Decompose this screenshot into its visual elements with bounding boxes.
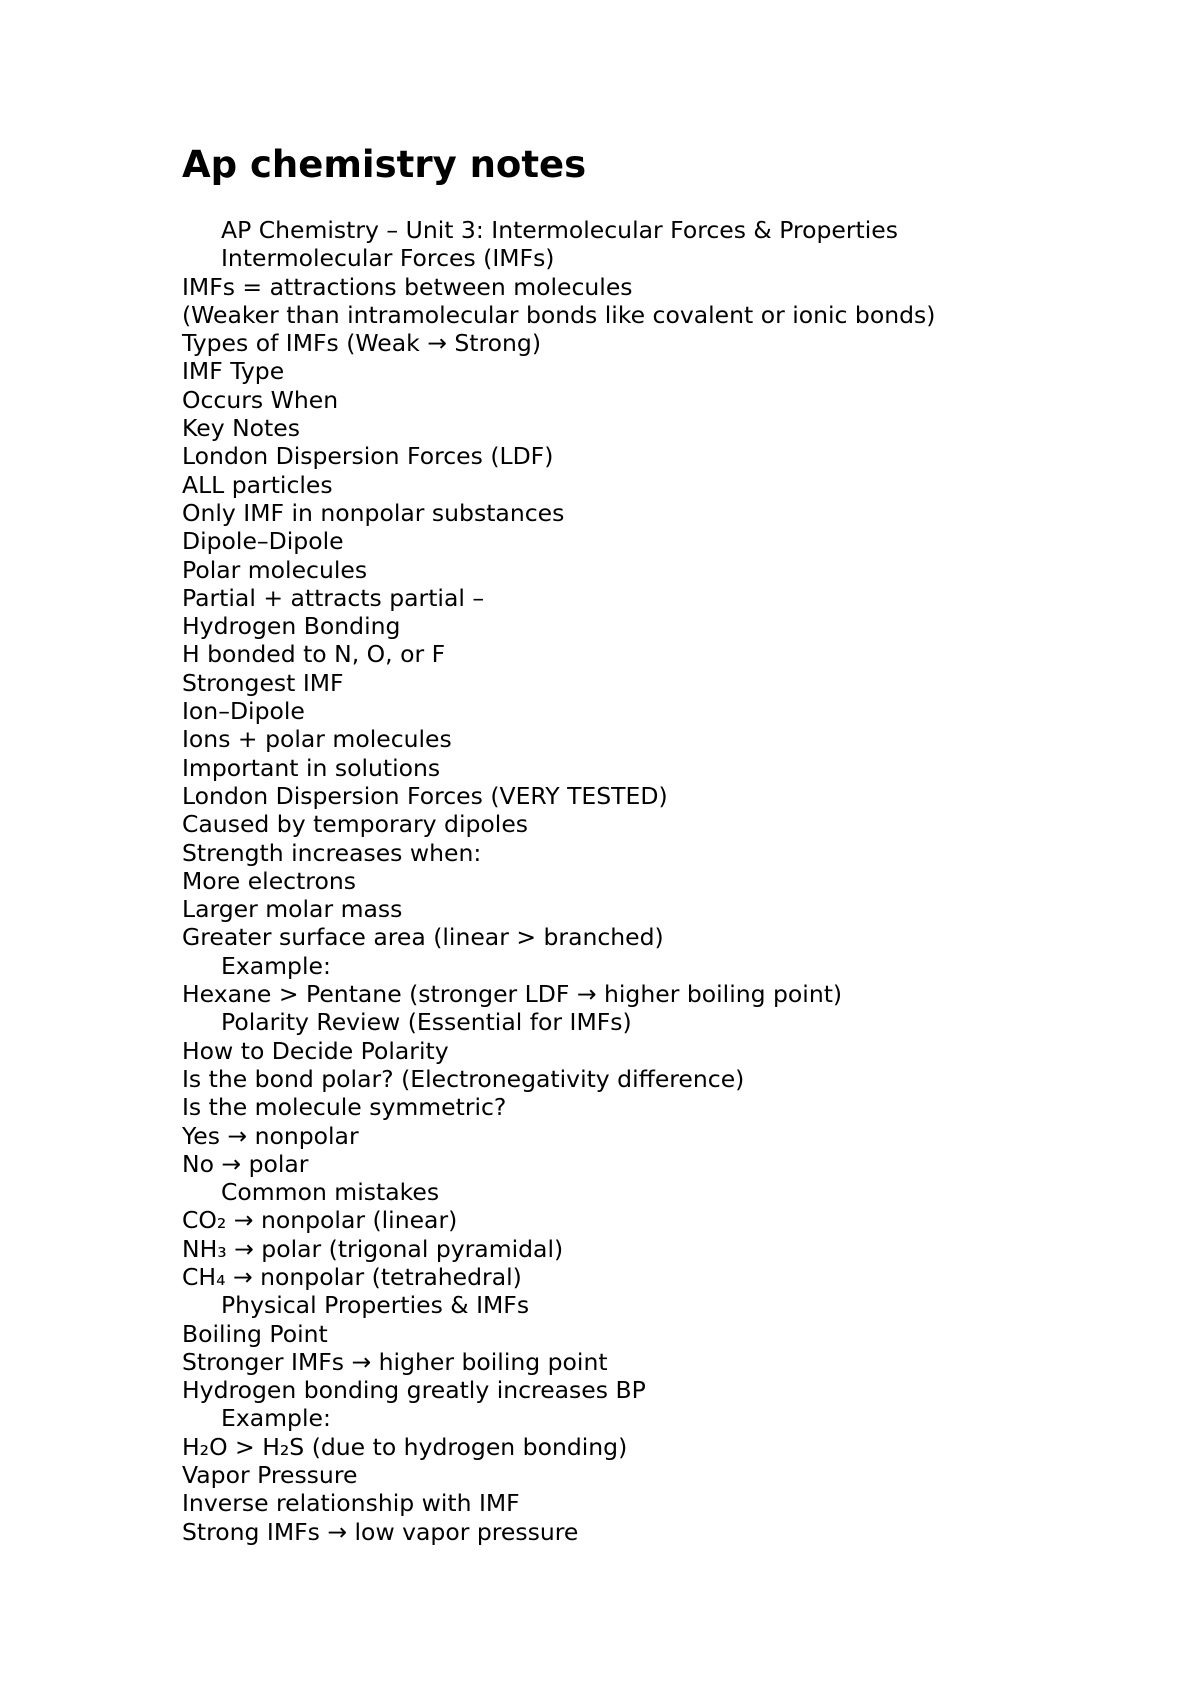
text-line: Only IMF in nonpolar substances bbox=[182, 498, 565, 527]
text-line: H bonded to N, O, or F bbox=[182, 640, 446, 669]
document-title: Ap chemistry notes bbox=[182, 143, 587, 186]
text-line: London Dispersion Forces (LDF) bbox=[182, 442, 554, 471]
text-line: Intermolecular Forces (IMFs) bbox=[221, 244, 555, 273]
text-line: ALL particles bbox=[182, 470, 333, 499]
text-line: Partial + attracts partial – bbox=[182, 583, 485, 612]
text-line: Larger molar mass bbox=[182, 895, 403, 924]
text-line: Example: bbox=[221, 951, 331, 980]
text-line: Is the molecule symmetric? bbox=[182, 1093, 507, 1122]
text-line: Ion–Dipole bbox=[182, 697, 305, 726]
text-line: Vapor Pressure bbox=[182, 1461, 358, 1490]
text-line: Greater surface area (linear > branched) bbox=[182, 923, 664, 952]
text-line: Occurs When bbox=[182, 385, 339, 414]
text-line: Strongest IMF bbox=[182, 668, 344, 697]
text-line: H₂O > H₂S (due to hydrogen bonding) bbox=[182, 1432, 628, 1461]
text-line: Hexane > Pentane (stronger LDF → higher boiling point) bbox=[182, 980, 843, 1009]
text-line: Ions + polar molecules bbox=[182, 725, 452, 754]
text-line: Key Notes bbox=[182, 414, 300, 443]
text-line: Hydrogen bonding greatly increases BP bbox=[182, 1376, 646, 1405]
text-line: No → polar bbox=[182, 1149, 309, 1178]
text-line: Boiling Point bbox=[182, 1319, 328, 1348]
text-line: Dipole–Dipole bbox=[182, 527, 344, 556]
text-line: IMFs = attractions between molecules bbox=[182, 272, 633, 301]
text-line: Strong IMFs → low vapor pressure bbox=[182, 1517, 579, 1546]
text-line: Caused by temporary dipoles bbox=[182, 810, 529, 839]
text-line: Hydrogen Bonding bbox=[182, 612, 401, 641]
text-line: Common mistakes bbox=[221, 1178, 440, 1207]
text-line: CO₂ → nonpolar (linear) bbox=[182, 1206, 458, 1235]
text-line: How to Decide Polarity bbox=[182, 1036, 449, 1065]
text-line: London Dispersion Forces (VERY TESTED) bbox=[182, 781, 668, 810]
text-line: Is the bond polar? (Electronegativity difference) bbox=[182, 1064, 745, 1093]
text-line: (Weaker than intramolecular bonds like covalent or ionic bonds) bbox=[182, 300, 936, 329]
text-line: Inverse relationship with IMF bbox=[182, 1489, 520, 1518]
document-body bbox=[182, 216, 935, 1546]
text-line: Example: bbox=[221, 1404, 331, 1433]
text-line: Stronger IMFs → higher boiling point bbox=[182, 1347, 608, 1376]
text-line: Physical Properties & IMFs bbox=[221, 1291, 530, 1320]
text-line: Important in solutions bbox=[182, 753, 441, 782]
text-line: AP Chemistry – Unit 3: Intermolecular Forces & Properties bbox=[221, 216, 898, 244]
text-line: NH₃ → polar (trigonal pyramidal) bbox=[182, 1234, 564, 1263]
text-line: Types of IMFs (Weak → Strong) bbox=[182, 329, 542, 358]
text-line: Strength increases when: bbox=[182, 838, 482, 867]
text-line: IMF Type bbox=[182, 357, 285, 386]
text-line: Polarity Review (Essential for IMFs) bbox=[221, 1008, 632, 1037]
text-line: Polar molecules bbox=[182, 555, 368, 584]
text-line: CH₄ → nonpolar (tetrahedral) bbox=[182, 1262, 522, 1291]
text-line: Yes → nonpolar bbox=[182, 1121, 359, 1150]
text-line: More electrons bbox=[182, 866, 356, 895]
